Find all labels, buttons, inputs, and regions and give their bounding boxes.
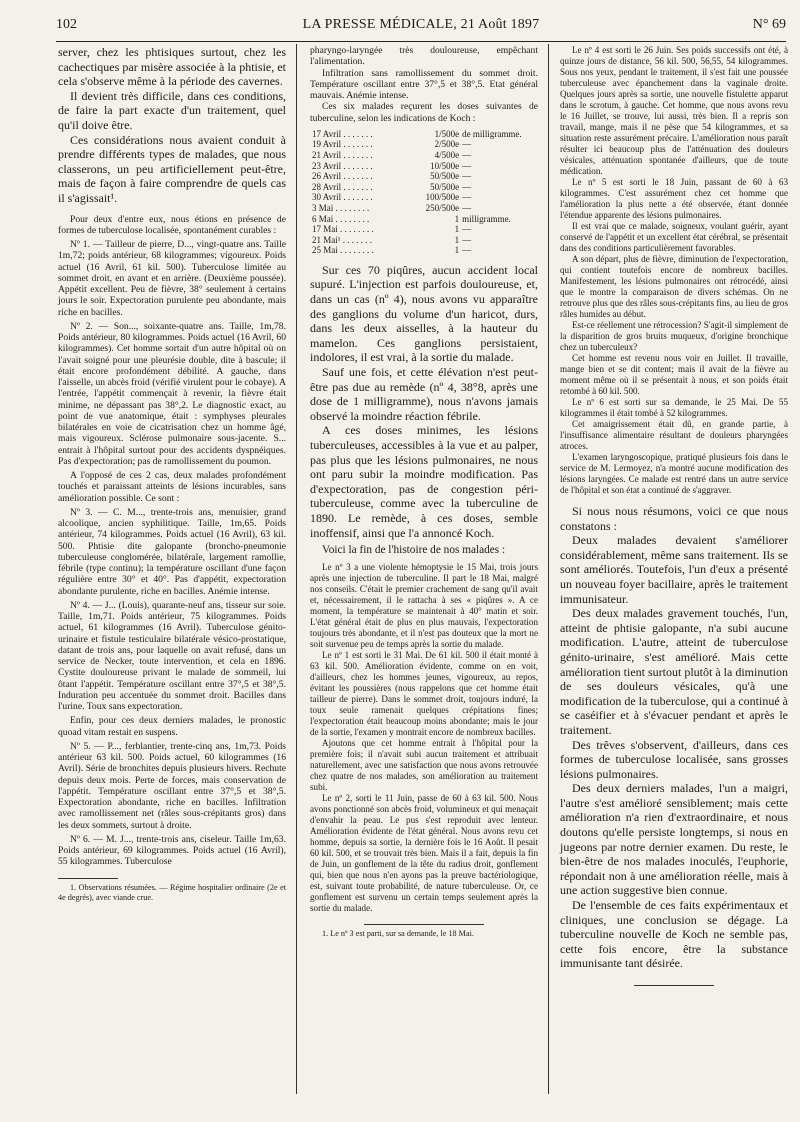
dose-unit: — — [462, 139, 472, 150]
paragraph: Cet amaigrissement était dû, en grande partie, à l'insuffisance alimentaire résultant de douleurs pharyngées atroces. — [560, 419, 788, 451]
outcome-5: Le nº 5 est sorti le 18 Juin, passant de 60 à 63 kilogrammes. C'est assurément chez cet homme que l'amélioration la plus nette a été observée, étant donnée l'étendue apparente des lésions pulmonaires. — [560, 177, 788, 220]
dose-row — [312, 139, 540, 150]
paragraph: Ces six malades reçurent les doses suivantes de tuberculine, selon les indications de Koch : — [310, 101, 538, 124]
paragraph: A ces doses minimes, les lésions tuberculeuses, accessibles à la vue et au palper, pas plus que les lésions pulmonaires, ne nous ont paru subir la moindre modification. Pas d'expectoration, pas de congestion péri-tuberculeuse, comme avec la tuberculine de 1890. Le remède, à ces doses, semble inoffensif, ainsi que l'a annoncé Koch. — [310, 423, 538, 540]
dose-unit: — — [462, 234, 472, 245]
dose-row — [312, 171, 540, 182]
dose-unit: — — [462, 224, 472, 235]
paragraph: Ajoutons que cet homme entrait à l'hôpital pour la première fois; il n'avait subi aucun traitement et attribuait naturellement, avec une satisfaction que nous avons retrouvée chez quatre de nos malades, son amélioration au traitement subi. — [310, 737, 538, 792]
paragraph: Des trêves s'observent, d'ailleurs, dans ces formes de tuberculose localisée, sans grosses lésions pulmonaires. — [560, 737, 788, 781]
dose-amount: 2/500e — [434, 139, 460, 150]
dose-row — [312, 245, 540, 256]
paragraph: Si nous nous résumons, voici ce que nous constatons : — [560, 504, 788, 533]
column-3 — [560, 45, 788, 986]
outcome-6: Le nº 6 est sorti sur sa demande, le 25 Mai. De 55 kilogrammes il était tombé à 52 kilogrammes. — [560, 397, 788, 418]
footnote-rule — [58, 878, 118, 879]
dose-row — [312, 214, 540, 225]
dose-date: 17 Mai . . . . . . . . — [312, 224, 374, 235]
dose-date: 21 Mai¹ . . . . . . . — [312, 234, 372, 245]
case-1: Nº 1. — Tailleur de pierre, D..., vingt-quatre ans. Taille 1m,72; poids antérieur, 68 kilogrammes; vigoureux. Poids actuel (16 Avril, 61 kil. 500). Tuberculose limitée au sommet droit, en avant et en arrière. (Deuxième poussée). Appétit excellent. Peu de fièvre, 38° seulement à certains jours le soir. Expectoration purulente peu abondante, mais riche en bacilles. — [58, 239, 286, 318]
dose-amount: 50/500e — [430, 171, 460, 182]
paragraph: A son départ, plus de fièvre, diminution de l'expectoration, qui contient toutefois encore de nombreux bacilles. Manifestement, les lésions pulmonaires ont rétrocédé, ainsi que le montre la comparaison de divers schémas. On ne retrouve plus que des râles sous-crépitants fins, au lieu de gros râles humides au début. — [560, 254, 788, 319]
dose-unit: — — [462, 149, 472, 160]
dose-date: 26 Avril . . . . . . . — [312, 171, 373, 182]
outcome-2: Le nº 2, sorti le 11 Juin, passe de 60 à 63 kil. 500. Nous avons ponctionné son abcès froid, volumineux et qui menaçait d'envahir la peau. Le pus s'est reproduit avec lenteur. Amélioration évidente de l'état général. Nous avons revu cet homme, depuis sa sortie, la dernière fois le 16 Août. Il pesait 60 kil. 500, et se trouvait très bien. Mais il a fait, depuis la fin de Juin, un gonflement de la tête du radius droit, gonflement qui, bien que nous n'en ayons pas la preuve bactériologique, est, suivant toute probabilité, de nature tuberculeuse. Or, ce gonflement est survenu un certain temps seulement après la sortie du malade. — [310, 792, 538, 913]
dose-amount: 1 — [454, 234, 460, 245]
paragraph: Des deux malades gravement touchés, l'un, atteint de phtisie galopante, n'a subi aucune modification. L'autre, atteint de tuberculose génito-urinaire, s'est amélioré. Mais cette amélioration tient surtout plutôt à la diminution de ses douleurs vésicales, qu'à une modification de la tuberculose, qui a continué à se caséifier et à s'évacuer pendant et après le traitement. — [560, 606, 788, 737]
dose-unit: — — [462, 192, 472, 203]
paragraph: Enfin, pour ces deux derniers malades, le pronostic quoad vitam restait en suspens. — [58, 715, 286, 738]
column-1 — [58, 45, 286, 903]
dose-amount: 1 — [454, 224, 460, 235]
dose-date: 28 Avril . . . . . . . — [312, 181, 373, 192]
paragraph: Il est vrai que ce malade, soigneux, voulant guérir, ayant conservé de l'appétit et un excellent état cérébral, se présentait dans des conditions particulièrement favorables. — [560, 221, 788, 253]
dose-amount: 50/500e — [430, 181, 460, 192]
footnote: 1. Le nº 3 est parti, sur sa demande, le 18 Mai. — [322, 928, 474, 938]
journal-title: LA PRESSE MÉDICALE, 21 Août 1897 — [302, 17, 540, 32]
paragraph: L'examen laryngoscopique, pratiqué plusieurs fois dans le service de M. Lermoyez, n'a montré aucune modification des lésions laryngées. Ce malade est rentré dans un autre service de l'hôpital et son état a continué de s'aggraver. — [560, 452, 788, 495]
dose-date: 30 Avril . . . . . . . — [312, 192, 373, 203]
case-6: Nº 6. — M. J..., trente-trois ans, ciseleur. Taille 1m,63. Poids antérieur, 69 kilogrammes. Poids actuel (16 Avril), 55 kilogrammes. Tuberculose — [58, 833, 286, 868]
dose-table — [312, 129, 540, 256]
dose-unit: — — [462, 160, 472, 171]
dose-amount: 1/500e — [434, 128, 460, 139]
paragraph: Est-ce réellement une rétrocession? S'agit-il simplement de la disparition de gros bruits muqueux, d'origine bronchique chez un tuberculeux? — [560, 320, 788, 352]
dose-unit: de milligramme. — [462, 128, 522, 139]
paragraph: Sur ces 70 piqûres, aucun accident local supuré. L'injection est parfois douloureuse, et, dans un cas (nº 4), nous avons vu apparaître des ganglions du volume d'un haricot, durs, dans les deux aisselles, à la hauteur du mamelon. Ces ganglions persistaient, indolores, il est vrai, à la sortie du malade. — [310, 262, 538, 365]
dose-date: 19 Avril . . . . . . . — [312, 139, 373, 150]
column-2 — [310, 45, 538, 939]
dose-row — [312, 224, 540, 235]
dose-row — [312, 203, 540, 214]
intro-block — [58, 45, 286, 206]
conclusion-paragraph: De l'ensemble de ces faits expérimentaux et cliniques, une conclusion se dégage. La tuberculine nouvelle de Koch ne semble pas, cette fois encore, être la substance immunisante tant désirée. — [560, 898, 788, 971]
paragraph: Pour deux d'entre eux, nous étions en présence de formes de tuberculose localisée, spontanément curables : — [58, 213, 286, 236]
paragraph: Il devient très difficile, dans ces conditions, de faire la part exacte d'un traitement, quel qu'il doive être. — [58, 88, 286, 132]
outcomes-block — [310, 562, 538, 914]
dose-row — [312, 161, 540, 172]
outcome-1: Le nº 1 est sorti le 31 Mai. De 61 kil. 500 il était monté à 63 kil. 500. Amélioration évidente, comme on en voit, d'ailleurs, chez les hommes jeunes, vigoureux, au repos, évitant les poussières (nous rappelons que cet homme était tailleur de pierre). Dans le sommet droit, toujours induré, la toux seule ramenait quelques crépitations fines; l'expectoration était beaucoup moins abondante; mais le jour de la sortie, l'examen y montrait encore de nombreux bacilles. — [310, 649, 538, 737]
dose-unit: — — [462, 245, 472, 256]
dose-amount: 4/500e — [434, 149, 460, 160]
outcome-4: Le nº 4 est sorti le 26 Juin. Ses poids successifs ont été, à quinze jours de distance, 56 kil. 500, 56,55, 54 kilogrammes. Sous nos yeux, pendant le traitement, il s'est fait une poussée tuberculeuse avec épanchement dans la vaginale droite. Quelques jours après sa sortie, une nouvelle fistulette apparut dans le scrotum, à gauche. Cet homme, que nous avons revu le 16 Juillet, se trouve, lui aussi, très bien. Il a repris son travail, mange, mais il ne pèse que 54 kilogrammes, et sa situation reste assurément précaire. L'amélioration nous paraît résulter ici beaucoup plus de l'atténuation des douleurs vésicales, atténuation spontanée d'ailleurs, que de toute médication. — [560, 45, 788, 176]
page-header — [56, 19, 786, 39]
results-block — [310, 263, 538, 540]
column-divider-2 — [548, 44, 549, 1094]
dose-amount: 10/500e — [430, 160, 460, 171]
dose-date: 3 Mai . . . . . . . . — [312, 202, 370, 213]
case-4: Nº 4. — J... (Louis), quarante-neuf ans, tisseur sur soie. Taille, 1m,71. Poids antérieur, 75 kilogrammes. Poids actuel, 61 kilogrammes (16 Avril). Tuberculose génito-urinaire et fistule testiculaire bilatérale vésico-prostatique, datant de trois ans, pour laquelle on avait refusé, dans un service de Necker, toute intervention, et cela en 1896. Cystite douloureuse privant le malade de sommeil, lui ôtant l'appétit. Température oscillant entre 37°,5 et 38°,5. Induration peu accentuée du sommet droit. Bacilles dans l'urine. Toux sans expectoration. — [58, 599, 286, 713]
summary-block — [560, 504, 788, 971]
dose-amount: 250/500e — [425, 202, 460, 213]
dose-unit: milligramme. — [462, 213, 511, 224]
paragraph: Des deux derniers malades, l'un a maigri, l'autre s'est amélioré sensiblement; mais cette amélioration n'a rien d'extraordinaire, et nous doutons qu'elle persiste longtemps, si nous en jugeons par notre dernier examen. Du reste, le bien-être de nos malades inoculés, l'euphorie, répondait non à une amélioration réelle, mais à une action suggestive bien connue. — [560, 781, 788, 898]
dose-unit: — — [462, 181, 472, 192]
paragraph: Cet homme est revenu nous voir en Juillet. Il travaille, mange bien et se dit content; mais il avait de la fièvre au moment même où il se présentait à nous, et son poids était retombé à 60 kil. 500. — [560, 353, 788, 396]
dose-date: 23 Avril . . . . . . . — [312, 160, 373, 171]
outcomes-continued — [560, 45, 788, 496]
dose-date: 17 Avril . . . . . . . — [312, 128, 373, 139]
dose-amount: 100/500e — [425, 192, 460, 203]
footnote: 1. Observations résumées. — Régime hospitalier ordinaire (2e et 4e degrés), avec viande crue. — [58, 882, 286, 902]
paragraph: pharyngo-laryngée très douloureuse, empêchant l'alimentation. — [310, 45, 538, 68]
dose-row — [312, 129, 540, 140]
dose-row — [312, 192, 540, 203]
paragraph: A l'opposé de ces 2 cas, deux malades profondément touchés et paraissant atteints de lésions incurables, sans amélioration possible. Ce sont : — [58, 470, 286, 504]
dose-amount: 1 — [454, 245, 460, 256]
dose-row — [312, 182, 540, 193]
paragraph: Sauf une fois, et cette élévation n'est peut-être pas due au remède (nº 4, 38°8, après une dose de 1 milligramme), nous n'avons jamais observé la moindre réaction fébrile. — [310, 365, 538, 423]
dose-row — [312, 150, 540, 161]
paragraph: Deux malades devaient s'améliorer considérablement, même sans traitement. Ils se sont améliorés. Toutefois, l'un d'eux a présenté un nouveau foyer bacillaire, après le traitement immunisateur. — [560, 533, 788, 606]
paragraph: Infiltration sans ramollissement du sommet droit. Température oscillant entre 37°,5 et 38°,5. Etat général mauvais. Anémie intense. — [310, 67, 538, 101]
footnote-rule — [364, 924, 484, 925]
case-2: Nº 2. — Son..., soixante-quatre ans. Taille, 1m,78. Poids antérieur, 80 kilogrammes. Poids actuel (16 Avril, 60 kilogrammes). Cet homme sortait d'un autre hôpital où on l'avait soigné pour une pleurésie double, dite à bascule; il était encore profondément débilité. A gauche, dans l'aisselle, un abcès froid (vérifié virulent pour le cobaye). A l'entrée, l'appétit commençait à revenir, la fièvre était minime, ne dépassant pas 38°,2. Le diagnostic exact, au point de vue anatomique, était : symphyses pleurales bilatérales en voie de cicatrisation chez un homme âgé, mais vigoureux. Sclérose pulmonaire sous-jacente. S... entrait à l'hôpital surtout pour des accidents dyspnéiques. Pas d'expectoration; pas de ramollissement du poumon. — [58, 320, 286, 467]
section-heading: Voici la fin de l'histoire de nos malades : — [322, 544, 506, 557]
dose-row — [312, 235, 540, 246]
dose-amount: 1 — [454, 213, 460, 224]
dose-date: 21 Avril . . . . . . . — [312, 149, 373, 160]
page-number: 102 — [56, 17, 77, 32]
case-3: Nº 3. — C. M..., trente-trois ans, menuisier, grand alcoolique, ancien syphilitique. Taille, 1m,65. Poids antérieur, 74 kilogrammes. Poids actuel (16 Avril), 63 kil. 500. Phtisie dite galopante (broncho-pneumonie tuberculeuse conglomérée, bilatérale, largement ramollie, fébrile (type continu); la température oscillant d'une façon régulière entre 30° et 40°. Pas d'appétit, expectoration abondante purulente, riche en bacilles. Anémie intense. — [58, 506, 286, 597]
dose-date: 25 Mai . . . . . . . . — [312, 245, 374, 256]
case-5: Nº 5. — P..., ferblantier, trente-cinq ans, 1m,73. Poids antérieur 63 kil. 500. Poids actuel, 60 kilogrammes (16 Avril). Série de bronchites depuis plusieurs hivers. Rechute depuis deux mois. Perte de forces, mais conservation de l'appétit. Température oscillant entre 37°,5 et 38°,5. Expectoration abondante, riche en bacilles. Infiltration avec ramollissement net (râles sous-crépitants gros) dans les deux sommets, surtout à droite. — [58, 740, 286, 831]
issue-number: N° 69 — [752, 17, 786, 32]
column-divider-1 — [296, 44, 297, 1094]
dose-unit: — — [462, 171, 472, 182]
paragraph: server, chez les phtisiques surtout, chez les cachectiques par misère associée à la phtisie, et cela s'observe même à la période des cavernes. — [58, 45, 286, 89]
dose-date: 6 Mai . . . . . . . . — [312, 213, 370, 224]
paragraph: Ces considérations nous avaient conduit à prendre différents types de malades, que nous classerons, un peu artificiellement peut-être, mais de façon à faire comprendre de quels cas il s'agissait¹. — [58, 132, 286, 205]
dose-unit: — — [462, 202, 472, 213]
header-rule — [56, 41, 786, 42]
article-end-rule — [634, 985, 714, 986]
outcome-3: Le nº 3 a une violente hémoptysie le 15 Mai, trois jours après une injection de tuberculine. Il part le 18 Mai, malgré nos conseils. C'était le premier crachement de sang qu'il avait et, nécessairement, il le rattacha à ses « piqûres ». A ce moment, la température se maintenait à 40° matin et soir. L'état général était de plus en plus mauvais, l'expectoration toujours très abondante, et il n'est pas douteux que la mort ne soit survenue peu de temps après la sortie du malade. — [310, 561, 538, 649]
